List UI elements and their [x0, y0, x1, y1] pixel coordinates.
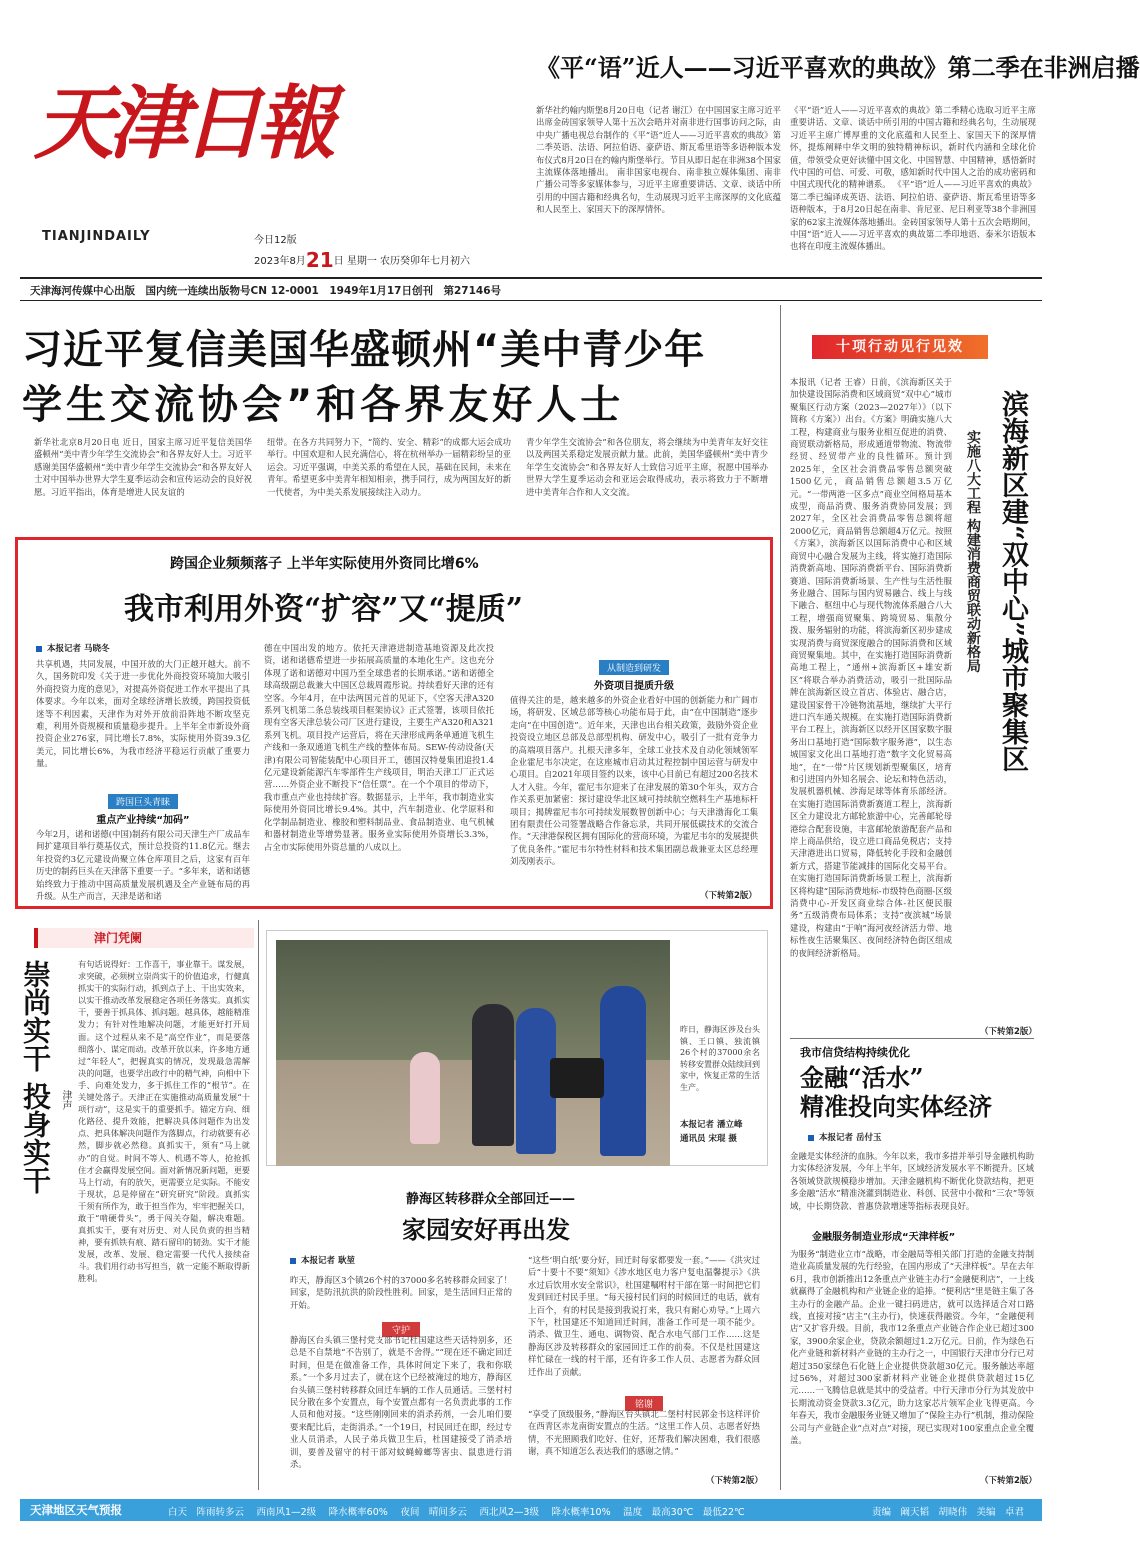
photo-sub1-chip: 守护: [382, 1322, 420, 1337]
feature-byline: [36, 642, 109, 654]
photo-kicker: 静海区转移群众全部回迁——: [406, 1192, 576, 1207]
right-body: 本报讯（记者 王睿）日前，《滨海新区关于加快建设国际消费和区域商贸“双中心”城市聚集区行动方案（2023—2027年）》（以下简称《方案》）出台。《方案》明确实施八大工程，构建商业与服务业相互促进的消费、商贸联动新格局，形成通道带物流、物流带经贸、经贸带产业的良性循环。预计到2025年，全区社会消费品零售总额突破1500亿元，商品销售总额超3.5万亿元。“一带两港一区多点”商业空间格局基本成型，商品消费、服务消费协同发展；到2027年，全区社会消费品零售总额将超2000亿元，商品销售总额超4万亿元。按照《方案》，滨海新区以国际消费中心和区域商贸中心融合发展为主线，将实施打造国际消费新高地、国际消费新平台、国际消费新赛道、国际消费新场景、生产性与生活性服务业融合、国际与国内贸易融合、线上与线下融合、枢纽中心与现代物流体系融合八大工程，增强商贸聚集、跨境贸易、集散分拨、服务辐射的功能，将滨海新区初步建成实现消费与商贸深度融合的国际消费和区域商贸聚集地。其中，在实施打造国际消费新高地工程上，“通州+滨海新区+雄安新区”将联合举办消费活动，吸引一批国际品牌在滨海新区设立首店、体验店、融合店，建设国家骨干冷链物流基地，继续扩大平行进口汽车通关规模。在实施打造国际消费新平台工程上，滨海新区以经开区国家数字服务出口基地打造“国际数字服务港”，以生态城国家文化出口基地打造“数字文化贸易高地”，在“一带”片区规划新型聚集区，培育和引进国内外知名展会、论坛和特色活动，发展机器机械、涉海足球等体育乐部经济。在实施打造国际消费新赛道工程上，滨海新区全力建设北方邮轮旅游中心，完善邮轮母港综合配套设施，丰富邮轮旅游配套产品和岸上商品供给，设立进口商品免税店；支持天津港进出口贸易，降低转化手段和金融创新方式，搭建节能减排的国际化交易平台。在实施打造国际消费新场景工程上，滨海新区将构建“国际消费地标-市级特色商圈-区级消费中心-开发区商业综合体-社区便民服务”五级消费布局体系；支持“夜滨城”场景建设，构建由“于响”海河夜经济活力带、地标性夜生活聚集区、夜间经济特色街区组成的夜间经济新格局。: [790, 377, 952, 958]
masthead-pinyin: TIANJINDAILY: [42, 229, 151, 244]
feature-col1: 共享机遇，共同发展，中国开放的大门正越开越大。前不久，国务院印发《关于进一步优化外商投资环境加大吸引外商投资力度的意见》，对提高外资促进工作水平提出了具体要求。今年以来，面对全球经济增长放缓，跨国投资低迷等不利因素，天津作为对外开放前沿阵地不断攻坚克难，利用外资规模和质量稳步提升。上半年全市新设外商投资企业276家，同比增长7.8%，实际使用外资39.3亿美元，同比增长6%，为我市经济平稳运行贡献了重要力量。: [36, 659, 250, 769]
weather-editors: 责编 阚天韬 胡晓伟 美编 卓君: [872, 1507, 1025, 1518]
top-story-col2-p1: 《平“语”近人——习近平喜欢的典故》第二季精心选取习近平主席重要讲话、文章、谈话中所引用的中国古籍和经典名句，生动展现习近平主席广博厚重的文化底蕴和人民至上、家国天下的深厚情怀，提炼阐释中华文明的独特精神标识，新时代内涵和全球化价值，带领受众更好读懂中国文化、中国智慧、中国精神，感悟新时代中国的可信、可爱、可敬，感知新时代中国人之治的成功密码和中国式现代化的精神谱系。: [790, 105, 1036, 190]
feature-col2: 德在中国出发的地方。依托天津港进制造基地资源及此次投资，诺和诺德希望进一步拓展高质量的本地化生产。这也充分体现了诺和诺德对中国乃至全球患者的长期承诺。”诺和诺德全球高级副总裁兼大中国区总裁周霞彤说。持续看好天津的还有空客。今年4月，在中法两国元首的见证下，《空客天津A320系列飞机第二条总装线项目框架协议》正式签署，该项目依托现有空客天津总装公司厂区进行建设，主要生产A320和A321系列飞机。项目投产运营后，将在天津形成两条单通道飞机生产线和一条双通道飞机生产线的整体布局。SEW-传动设备(天津)有限公司智能装配中心项目开工，德国汉特曼集团追投1.4亿元建设新能源汽车零部件生产线项目，明治天津工厂正式运营……外资企业不断投下“信任票”。在一个个项目的带动下，我市重点产业也持续扩容。数据显示，上半年，我市制造业实际使用外资同比增长9.4%。其中，汽车制造业、化学原料和化学制品制造业、橡胶和塑料制品业、食品制造业、电气机械和器材制造业等增势显著。服务业实际使用外资增长3.3%，占全市实际使用外资总量的八成以上。: [264, 643, 494, 852]
finance-byline-marker-icon: [808, 1135, 814, 1141]
feature-sub1-title: 重点产业持续“加码”: [96, 815, 190, 826]
photo-byline-text: 本报记者 耿堃: [301, 1256, 355, 1266]
right-column-rule: [780, 305, 781, 1490]
commentary-label: [34, 928, 254, 948]
feature-sub1: [36, 790, 250, 824]
top-story-col1-p2: 南非国家电视台、南非独立媒体集团、南非广播公司等多家媒体参与，习近平主席重要讲话、文章、谈话中所引用的中国古籍和经典名句，生动展现习近平主席深厚的文化底蕴和人民至上、家国天下的深厚情怀。: [536, 167, 781, 215]
photo-child: [410, 1052, 440, 1144]
feature-sub2-chip: 从制造到研发: [599, 660, 669, 675]
photo-col1: 昨天，静海区3个镇26个村的37000多名转移群众回家了！回家，是防汛抗洪的阶段性胜利。回家，是生活回归正常的开始。: [290, 1275, 512, 1310]
finance-headline-2: 精准投向实体经济: [800, 1092, 992, 1121]
commentary-title: 崇尚实干 投身实干: [19, 960, 52, 1194]
info-bar-bottom-rule: [20, 300, 1042, 301]
feature-sub1-chip: 跨国巨头青睐: [108, 794, 178, 809]
issue-date: [254, 248, 470, 272]
photo-sub2-chip: 铭谢: [625, 1396, 663, 1411]
weather-night: 夜间 晴间多云: [400, 1507, 467, 1518]
photo-byline: [290, 1254, 355, 1266]
top-story-col1: [536, 104, 781, 294]
photo-caption: 昨日，静海区涉及台头镇、王口镇、独流镇26个村的37000余名转移安置群众陆续回到家中，恢复正常的生活生产。: [680, 1025, 760, 1092]
photo-woman: [472, 1004, 514, 1146]
finance-byline: [808, 1131, 881, 1143]
finance-body2: 为服务“制造业立市”战略，市金融局等相关部门打造的金融支持制造业高质量发展的先行经验，在国内形成了“天津样板”。早在去年6月，我市创新推出12条重点产业链主办行“金融便利店”，一上线就赢得了金融机构和产业链企业的追捧。“便利店”里是链主集了各主办行的金融产品。企业一键扫码进店，就可以选择适合对口路线，直接对接“店主”(主办行)，快速获得融资。今年，“金融便利店”又扩容升级。目前，我市12条重点产业链合作企业已超过300家，3900余家企业，贷款余额超过1.2万亿元。日前，作为绿色石化产业链和新材料产业链的主办行之一，中国银行天津市分行已对超过350家绿色石化链上企业提供贷款超30亿元。服务触达率超过56%，对超过300家新材料产业链企业提供贷款超过15亿元……一飞腾信息就是其中的受益者。中行天津市分行为其发放中长期流动资金贷款3.3亿元，助力这家芯片领军企业飞得更高。今年春天，我市金融服务业链又增加了“保险主办行”机制，推动保险公司与产业链企业“点对点”对接，现已实现对100家重点企业全覆盖。: [790, 1249, 1035, 1446]
feature-sub2: [510, 656, 758, 690]
right-headline: 滨海新区建“双中心”城市聚集区: [997, 390, 1028, 773]
top-story-col2: [790, 104, 1036, 294]
date-suffix: 日 星期一 农历癸卯年七月初六: [333, 256, 471, 267]
finance-body: 金融是实体经济的血脉。今年以来，我市多措并举引导金融机构助力实体经济发展，今年上半年，区域经济发展水平不断提升。区域各领域贷款规模稳步增加。天津金融机构不断优化贷款结构，把更多金融“活水”精准浇灌到制造业、科创、民营中小微和“三农”等领域，中长期贷款、普惠贷款增速等指标表现良好。: [790, 1151, 1034, 1211]
feature-kicker: 跨国企业频频落子 上半年实际使用外资同比增6%: [170, 556, 479, 572]
finance-sub: 金融服务制造业形成“天津样板”: [812, 1232, 956, 1243]
weather-day: 白天 阵雨转多云: [168, 1507, 245, 1518]
info-bar-top-rule: [20, 277, 1042, 279]
photo-headline: 家园安好再出发: [402, 1215, 570, 1244]
finance-kicker: 我市信贷结构持续优化: [800, 1046, 910, 1059]
photo-jump: （下转第2版）: [706, 1476, 763, 1486]
photo-credit-1: 本报记者 潘立峰: [680, 1120, 743, 1130]
lead-headline-line1: 习近平复信美国华盛顿州“美中青少年: [22, 327, 706, 373]
feature-byline-text: 本报记者 马晓冬: [47, 644, 110, 654]
photo-col1b: 静海区台头镇三堡村党支部书记杜国建这些天话特别多，还总是不自禁地“不告别了，就是不舍得。”“现在还不确定回迁时间，但是在做准备工作，具体时间定下来了，我和你联系。”一个多月过去了，就在这个已经被淹过的地方，静海区台头镇三堡村转移群众回迁车辆的工作人员通话。三堡村村民分散在多个安置点，每个安置点都有一名负责此事的工作人员和他对接。“这些刚刚回来的消杀药剂，一会儿咱们要要来配比后，走街消杀。”一个19日，村民回迁在即，经过专业人员消杀，人民子弟兵做卫生后，杜国建接受了消杀培训，要普及留守的村干部对蚊蝇蟑螂等害虫、鼠患进行消杀。: [290, 1335, 512, 1470]
photo-byline-marker-icon: [290, 1258, 296, 1264]
top-story-headline: 《平“语”近人——习近平喜欢的典故》第二季在非洲启播: [536, 53, 1140, 82]
weather-day-wind: 西南风1—2级: [256, 1507, 317, 1518]
finance-jump: （下转第2版）: [980, 1476, 1037, 1486]
photo-credit-2: 通讯员 宋琨 摄: [680, 1134, 737, 1144]
photo-col2b: “享受了顶级服务，”静海区台头镇北二堡村村民郭金书这样评价在西青区赤龙南街安置点的生活。“这里工作人员、志愿者好热情，不光照顾我们吃好、住好，还帮我们解决困难，我们很感谢，真不知道怎么表达我们的感谢之情。”: [528, 1409, 760, 1457]
commentary-body: 有句话说得好：工作喜干，事业靠干。谋发展，求突破，必须树立崇尚实干的价值追求，行健真抓实干的实际行动，抓到点子上、干出实效来，以实干推动改革发展稳定各项任务落实。真抓实干，要善于抓具体、抓问题。越具体，越能精准发力；有针对性地解决问题，才能更好打开局面。这个过程从来不是“高空作业”，而是要落细落小、谋定而动。改革开放以来，许多地方通过“年轻人”，把握真实的情况，发现最急需解决的问题，也要学出政行中的精气神，向相中下手、向难处发力，多于抓住工作的“根节”。在关键处落子。天津正在实施推动高质量发展“十项行动”，这是实干的重要抓手。锚定方向、细化路径、提升效能，把解决具体问题作为出发点、把具体解决问题作为落脚点，行动就要有必然，脚步就必然稳。真抓实干，须有“马上就办”的自觉。时间不等人、机遇不等人，抢抢抓住才会赢得发展空间。面对新情况新问题，更要马上行动，有的放矢，更需要立足实际。不能安于现状，总是停留在“研究研究”阶段。真抓实干须有所作为，敢于担当作为，牢牢把握关口，敢于“啃硬骨头”，勇于闯关夺隘，解决难题。真抓实干，要有对历史、对人民负责的担当精神，要有抓铁有痕、踏石留印的韧劲。实干才能发展，改革、发展、稳定需要一代代人接续奋斗。我们用行动书写担当，就一定能不断取得新胜利。: [78, 959, 250, 1284]
date-day: 21: [305, 248, 334, 272]
weather-items: [168, 1504, 808, 1518]
lead-headline-line2: 学生交流协会”和各界友好人士: [22, 382, 625, 428]
feature-headline: 我市利用外资“扩容”又“提质”: [124, 592, 524, 627]
masthead-logo: [34, 68, 330, 188]
feature-jump: （下转第2版）: [700, 891, 757, 901]
photo-suitcase: [550, 1058, 604, 1098]
lead-col2: 纽带。在各方共同努力下，“简约、安全、精彩”的成都大运会成功举行。中国欢迎和人民充满信心，将在杭州举办一届精彩纷呈的亚运会。习近平强调，中美关系的希望在人民，基础在民间，未来在青年。希望更多中美青年相知相亲，携手同行，成为两国友好的新一代使者，为中美关系发展接续注入动力。: [267, 437, 511, 497]
lead-col3: 青少年学生交流协会”和各位朋友，将会继续为中美青年友好交往以及两国关系稳定发展贡献力量。此前，美国华盛顿州“美中青少年学生交流协会”和各界友好人士致信习近平主席，祝愿中国举办世界大学生夏季运动会和亚运会取得成功，表示将致力于不断增进中美青年合作和人文交流。: [526, 437, 768, 497]
commentary-author: 津声: [60, 1090, 71, 1110]
right-banner: [812, 335, 988, 359]
date-prefix: 2023年8月: [254, 256, 306, 267]
top-story-col2-p2: 《平“语”近人——习近平喜欢的典故》第二季已编译成英语、法语、阿拉伯语、豪萨语、斯瓦希里语等多语种版本，于8月20日起在南非、肯尼亚、尼日利亚等38个非洲国家的62家主流媒体落地播出。金砖国家领导人第十五次会晤期间，中国“语”近人——习近平喜欢的典故第二季印地语、泰米尔语版本也将在印度主流媒体播出。: [790, 179, 1036, 252]
photo-rescuer-2: [600, 986, 646, 1156]
feature-sub2-title: 外资项目提质升级: [594, 681, 674, 692]
photo-col2: “这些‘明白纸’要分好，回迁时每家都要发一套。”——《洪灾过后“十要十不要”须知》《涉水地区电力客户复电温馨提示》《洪水过后饮用水安全常识》，杜国建嘱咐村干部在第一时间把它们发到回迁村民手里。“每天接村民们问的时候回迁的电话，就有上百个，有的村民是接到我说打来，我只有耐心劝导。”上周六下午，杜国建还不知道回迁时间，准备工作可是一项不能少。消杀、做卫生、通电、调物资、配合水电气部门工作……这是静海区涉及转移群众的家园回迁工作的前奏。不仅是杜国建这样忙碌在一线的村干部，还有许多工作人员、志愿者为群众回迁作出了贡献。: [528, 1255, 760, 1377]
right-banner-text: 十项行动见行见效: [836, 339, 964, 355]
feature-col3: 值得关注的是，越来越多的外资企业看好中国的创新能力和广阔市场，将研发、区域总部等核心功能布局于此，由“在中国制造”逐步走向“在中国创造”。近年来，天津也出台相关政策，鼓励外资企业投资设立地区总部及总部型机构、研发中心，吸引了一批有竞争力的高端项目落户。扎根天津多年，全球工业技术及自动化领域领军企业霍尼韦尔决定，在这座城市启动其过程控制中国运营与研发中心项目。自2021年项目签约以来，该中心目前已有超过200名技术人才入驻。今年，霍尼韦尔迎来了在津发展的第30个年头，双方合作关系更加紧密：探讨建设华北区域可持续航空燃料生产基地标杆项目；揭牌霍尼韦尔可持续发展数智创新中心；与天津渤海化工集团有限责任公司签署战略合作备忘录，共同开展低碳技术的交流合作。“天津港保税区拥有国际化的营商环境，为霍尼韦尔的发展提供了优良条件。”霍尼韦尔特性材料和技术集团副总裁兼亚太区总经理刘茂刚表示。: [510, 695, 758, 867]
right-divider: [790, 1038, 1034, 1039]
weather-night-wind: 西北风2—3级: [479, 1507, 539, 1518]
logo-text: 天津日報: [34, 76, 330, 170]
right-subheadline: 实施八大工程 构建消费商贸联动新格局: [965, 430, 981, 673]
weather-day-precip: 降水概率60%: [328, 1507, 388, 1518]
right-jump: （下转第2版）: [980, 1027, 1037, 1037]
commentary-rule: [258, 920, 259, 1490]
commentary-label-text: 津门凭阑: [94, 931, 143, 945]
top-story-col1-p1: 新华社约翰内斯堡8月20日电（记者 谢江）在中国国家主席习近平出席金砖国家领导人第十五次会晤并对南非进行国事访问之际，由中央广播电视总台制作的《平“语”近人——习近平喜欢的典故》第二季英语、法语、阿拉伯语、豪萨语、斯瓦希里语等多语种版本发布仪式8月20日在约翰内斯堡举行。节目从即日起在非洲38个国家主流媒体落地播出。: [536, 105, 781, 178]
weather-title: 天津地区天气预报: [30, 1503, 122, 1517]
info-bar: 天津海河传媒中心出版 国内统一连续出版物号CN 12-0001 1949年1月17日创刊 第27146号: [30, 285, 502, 297]
feature-col1b: 今年2月，诺和诺德(中国)制药有限公司天津生产厂成品车间扩建项目举行奠基仪式，预计总投资约11.8亿元。继去年投资约3亿元建设尚聚立体仓库项目之后，这家有百年历史的制药巨头在天津落下重要一子。“多年来，诺和诺德始终致力于推动中国高质量发展机遇及全产业链布局的再升级。从生产而言，天津是诺和诺: [36, 829, 250, 902]
lead-col1: 新华社北京8月20日电 近日，国家主席习近平复信美国华盛顿州“美中青少年学生交流协会”和各界友好人士。习近平感谢美国华盛顿州“美中青少年学生交流协会”和各界友好人士对中国举办世界大学生夏季运动会和宣传运动会的良好祝愿。习近平指出，体育是增进人民友谊的: [34, 437, 252, 497]
finance-headline-1: 金融“活水”: [800, 1063, 924, 1092]
weather-temperature: 温度 最高30℃ 最低22℃: [623, 1507, 745, 1518]
finance-byline-text: 本报记者 岳付玉: [819, 1133, 882, 1143]
byline-marker-icon: [36, 646, 42, 652]
flood-return-photo: [276, 940, 670, 1166]
weather-night-precip: 降水概率10%: [551, 1507, 611, 1518]
edition-label: 今日12版: [254, 235, 297, 246]
